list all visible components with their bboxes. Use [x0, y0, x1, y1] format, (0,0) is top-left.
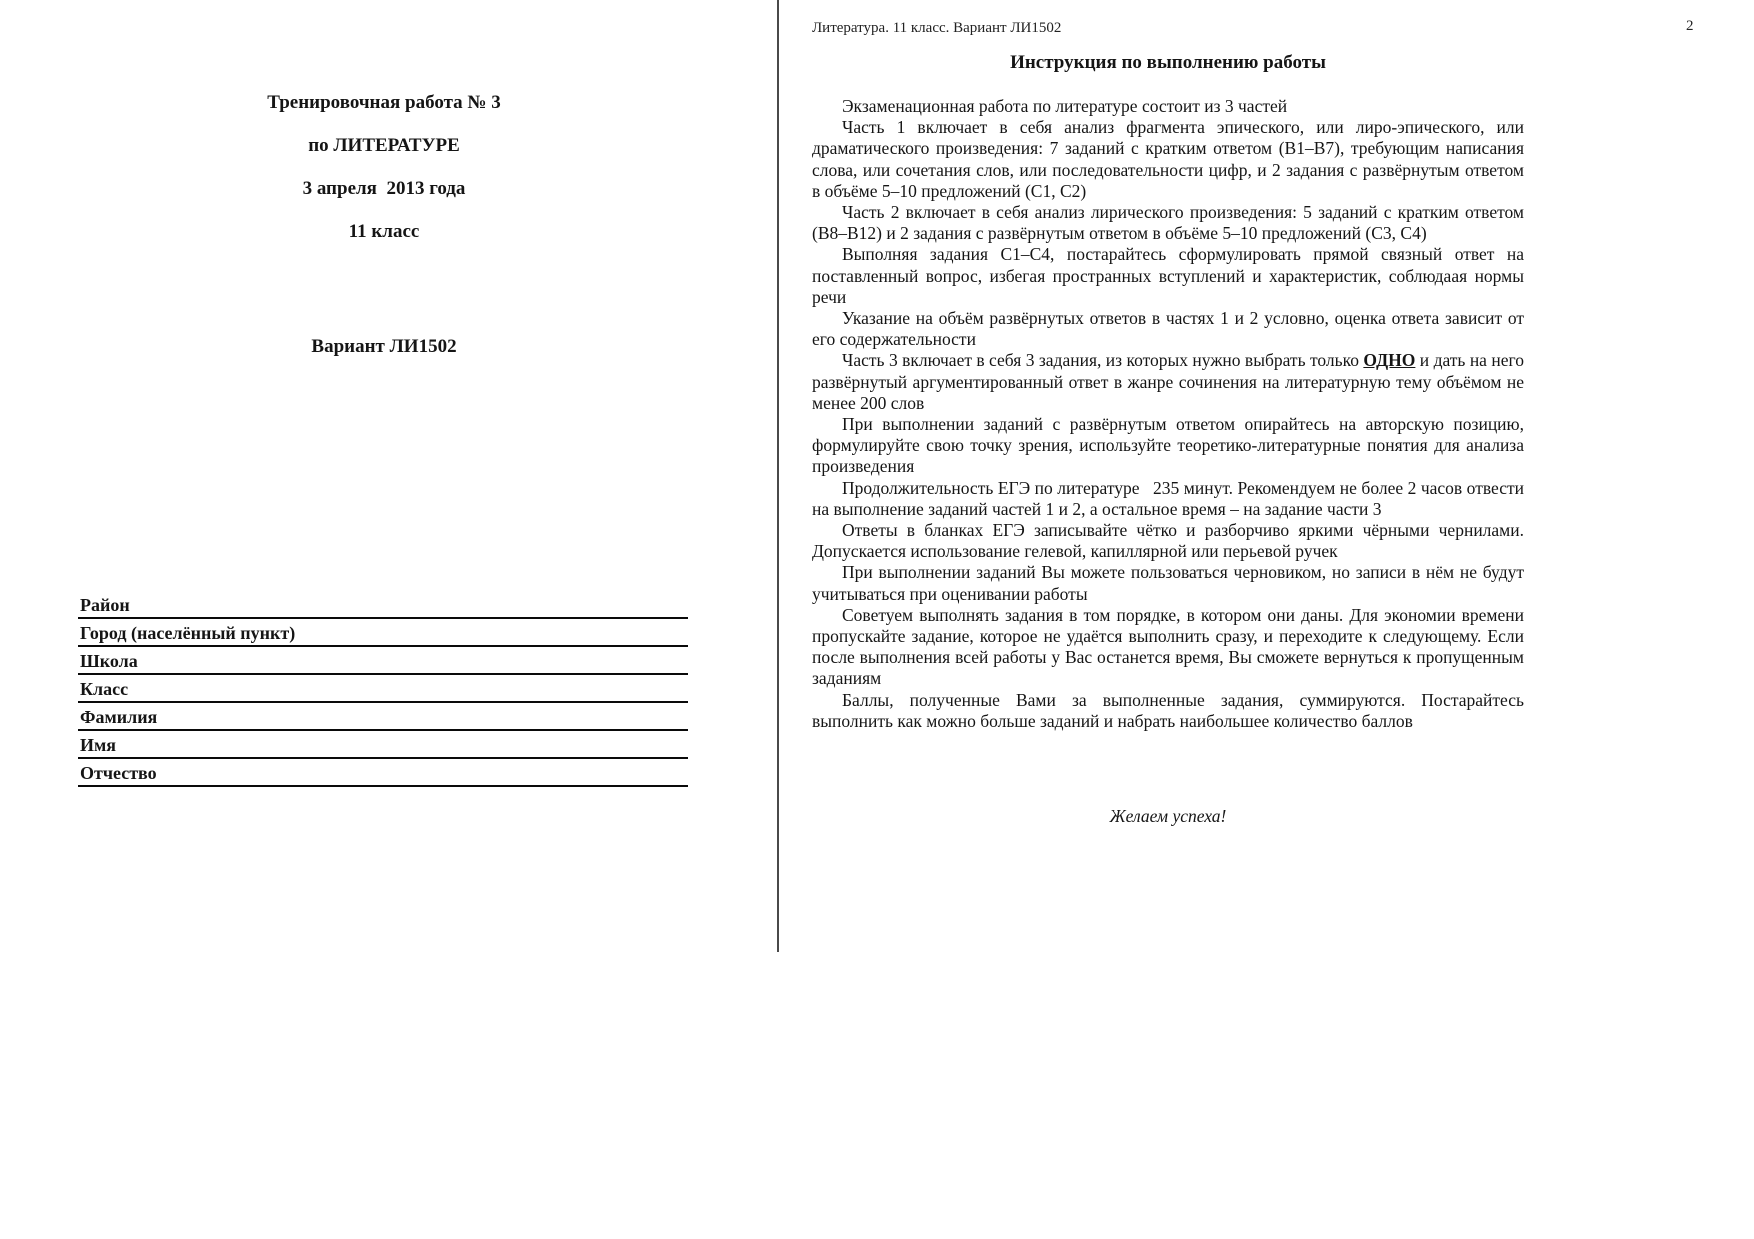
paragraph-volume-note: Указание на объём развёрнутых ответов в частях 1 и 2 условно, оценка ответа зависит от его содержательности	[812, 308, 1524, 350]
page-number: 2	[1686, 18, 1694, 34]
form-row-school	[78, 647, 688, 675]
paragraph-author-position: При выполнении заданий с развёрнутым ответом опирайтесь на авторскую позицию, формулируйте свою точку зрения, используйте теоретико-литературные понятия для анализа произведения	[812, 414, 1524, 477]
student-info-form	[78, 591, 688, 787]
form-row-district	[78, 591, 688, 619]
paragraph-c1-c4: Выполняя задания С1–С4, постарайтесь сформулировать прямой связный ответ на поставленный вопрос, избегая пространных вступлений и характеристик, соблюдаая нормы речи	[812, 244, 1524, 307]
form-row-class	[78, 675, 688, 703]
paragraph-points: Баллы, полученные Вами за выполненные задания, суммируются. Постарайтесь выполнить как можно больше заданий и набрать наибольшее количество баллов	[812, 689, 1524, 731]
paragraph-part2: Часть 2 включает в себя анализ лирического произведения: 5 заданий с кратким ответом (В8–В12) и 2 задания с развёрнутым ответом в объёме 5–10 предложений (С3, С4)	[812, 202, 1524, 244]
paragraph-duration: Продолжительность ЕГЭ по литературе 235 минут. Рекомендуем не более 2 часов отвести на выполнение заданий частей 1 и 2, а остальное время – на задание части 3	[812, 477, 1524, 519]
good-luck-wish: Желаем успеха!	[1109, 806, 1227, 826]
paragraph-draft: При выполнении заданий Вы можете пользоваться черновиком, но записи в нём не будут учитываться при оценивании работы	[812, 562, 1524, 604]
part3-emphasis-odno: ОДНО	[1363, 350, 1416, 371]
paragraph-ink: Ответы в бланках ЕГЭ записывайте чётко и разборчиво яркими чёрными чернилами. Допускается использование гелевой, капиллярной или перьевой ручек	[812, 520, 1524, 562]
form-row-city	[78, 619, 688, 647]
form-row-patronymic	[78, 759, 688, 787]
running-header: Литература. 11 класс. Вариант ЛИ1502	[812, 20, 1062, 36]
part3-text-before: Часть 3 включает в себя 3 задания, из которых нужно выбрать только	[842, 350, 1364, 371]
grade-line: 11 класс	[348, 221, 420, 242]
surname-field-label: Фамилия	[80, 707, 158, 727]
paragraph-part3	[812, 350, 1524, 414]
paragraph-exam-structure: Экзаменационная работа по литературе состоит из 3 частей	[842, 96, 1288, 116]
school-field-label: Школа	[80, 651, 138, 671]
subject-line: по ЛИТЕРАТУРЕ	[308, 135, 460, 156]
left-page	[78, 0, 690, 1239]
part3-text-after: и дать на него развёрнутый аргументированный ответ в жанре сочинения на литературную тему объёмом не менее 200 слов	[812, 350, 1524, 413]
date-line: 3 апреля 2013 года	[302, 178, 466, 199]
patronymic-field-label: Отчество	[80, 763, 157, 783]
paragraph-part1: Часть 1 включает в себя анализ фрагмента эпического, или лиро-эпического, или драматического произведения: 7 заданий с кратким ответом (В1–В7), требующим написания слова, или сочетания слов, или последовательности цифр, и 2 задания с развёрнутым ответом в объёме 5–10 предложений (С1, С2)	[812, 117, 1524, 201]
instruction-body	[812, 96, 1524, 732]
form-row-firstname	[78, 731, 688, 759]
page-divider-line	[777, 0, 779, 952]
form-row-surname	[78, 703, 688, 731]
paragraph-order-advice: Советуем выполнять задания в том порядке, в котором они даны. Для экономии времени пропускайте задание, которое не удаётся выполнить сразу, и переходите к следующему. Если после выполнения всей работы у Вас останется время, Вы сможете вернуться к пропущенным заданиям	[812, 604, 1524, 689]
work-title: Тренировочная работа № 3	[267, 92, 501, 113]
variant-label: Вариант ЛИ1502	[311, 336, 457, 357]
title-block	[78, 92, 690, 264]
instruction-title: Инструкция по выполнению работы	[1010, 52, 1326, 73]
city-field-label: Город (населённый пункт)	[80, 623, 296, 643]
firstname-field-label: Имя	[80, 735, 116, 755]
class-field-label: Класс	[80, 679, 129, 699]
district-field-label: Район	[80, 595, 130, 615]
